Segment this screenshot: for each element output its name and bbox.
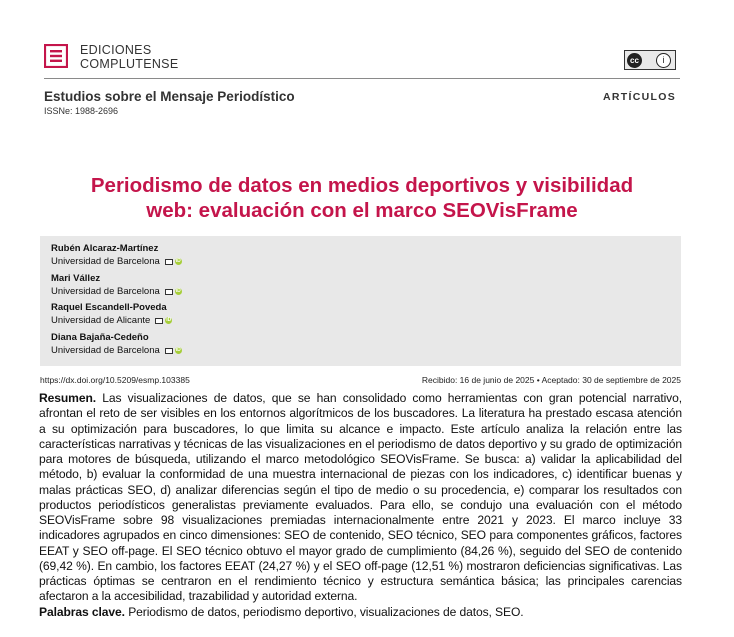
author-name: Mari Vállez — [51, 273, 101, 284]
cc-icon: cc — [627, 53, 642, 68]
author-name: Rubén Alcaraz-Martínez — [51, 243, 159, 254]
doi-link[interactable]: https://dx.doi.org/10.5209/esmp.103385 — [40, 375, 190, 385]
author-item — [51, 332, 182, 357]
abstract — [39, 391, 682, 620]
author-item — [51, 273, 182, 298]
header-divider — [44, 78, 680, 79]
mail-icon[interactable] — [165, 289, 173, 295]
publisher-name — [80, 43, 178, 71]
article-title — [44, 173, 680, 223]
section-label: ARTÍCULOS — [603, 91, 676, 103]
orcid-icon[interactable]: iD — [175, 347, 181, 354]
mail-icon[interactable] — [165, 348, 173, 354]
mail-icon[interactable] — [155, 318, 163, 324]
orcid-icon[interactable]: iD — [175, 258, 181, 265]
abstract-text: Las visualizaciones de datos, que se han consolidado como herramientas con gran potencial narrativo, afrontan el reto de ser visibles en los entornos algorítmicos de los buscadores. La literatura ha prestado escasa atención a su optimización para buscadores, lo que limita su alcance e impacto. Este artículo analiza la relación entre las características narrativas y técnicas de las visualizaciones en el periodismo de datos deportivo y su grado de optimización para motores de búsqueda, utilizando el marco metodológico SEOVisFrame. Se busca: a) validar la aplicabilidad del método, b) evaluar la conformidad de una muestra internacional de piezas con los indicadores, c) identificar buenas y malas prácticas SEO, d) analizar diferencias según el tipo de medio o su procedencia, e) comparar los resultados con productos periodísticos generalistas previamente evaluados. Para ello, se condujo una evaluación con el método SEOVisFrame sobre 98 visualizaciones premiadas internacionalmente entre 2021 y 2023. El marco incluye 33 indicadores agrupados en cinco dimensiones: SEO de contenido, SEO técnico, SEO para componentes gráficos, factores EEAT y SEO off-page. El SEO técnico obtuvo el mayor grado de cumplimiento (84,26 %), seguido del SEO de contenido (69,42 %). En cambio, los factores EEAT (24,27 %) y el SEO off-page (12,51 %) mostraron deficiencias significativas. Las prácticas óptimas se centraron en el rendimiento técnico y estructura semántica básica; las principales carencias afectaron a la accesibilidad, trazabilidad y autoridad externa. — [39, 391, 682, 604]
author-item — [51, 302, 172, 327]
orcid-icon[interactable]: iD — [175, 288, 181, 295]
publisher-line2: COMPLUTENSE — [80, 57, 179, 71]
title-line-2: web: evaluación con el marco SEOVisFrame — [146, 199, 578, 222]
journal-name: Estudios sobre el Mensaje Periodístico — [44, 89, 295, 104]
mail-icon[interactable] — [165, 259, 173, 265]
keywords-text: Periodismo de datos, periodismo deportivo, visualizaciones de datos, SEO. — [128, 604, 524, 619]
issn: ISSNe: 1988-2696 — [44, 106, 119, 116]
abstract-label: Resumen. — [39, 391, 96, 405]
keywords — [39, 605, 682, 620]
title-line-1: Periodismo de datos en medios deportivos y visibilidad — [90, 174, 634, 197]
by-icon: i — [656, 53, 671, 68]
authors-box — [40, 236, 681, 366]
keywords-label: Palabras clave. — [39, 604, 125, 619]
orcid-icon[interactable]: iD — [166, 317, 172, 324]
publisher-logo-icon — [44, 44, 68, 68]
publisher-line1: EDICIONES — [80, 43, 152, 57]
author-affiliation: Universidad de Barcelona — [51, 344, 160, 356]
author-name: Raquel Escandell-Poveda — [51, 302, 167, 313]
author-item — [51, 243, 182, 268]
author-name: Diana Bajaña-Cedeño — [51, 332, 149, 343]
author-affiliation: Universidad de Barcelona — [51, 255, 160, 267]
license-badge[interactable] — [624, 50, 676, 70]
author-affiliation: Universidad de Barcelona — [51, 285, 160, 297]
author-affiliation: Universidad de Alicante — [51, 314, 151, 326]
received-accepted-dates: Recibido: 16 de junio de 2025 • Aceptado: 30 de septiembre de 2025 — [421, 375, 681, 385]
